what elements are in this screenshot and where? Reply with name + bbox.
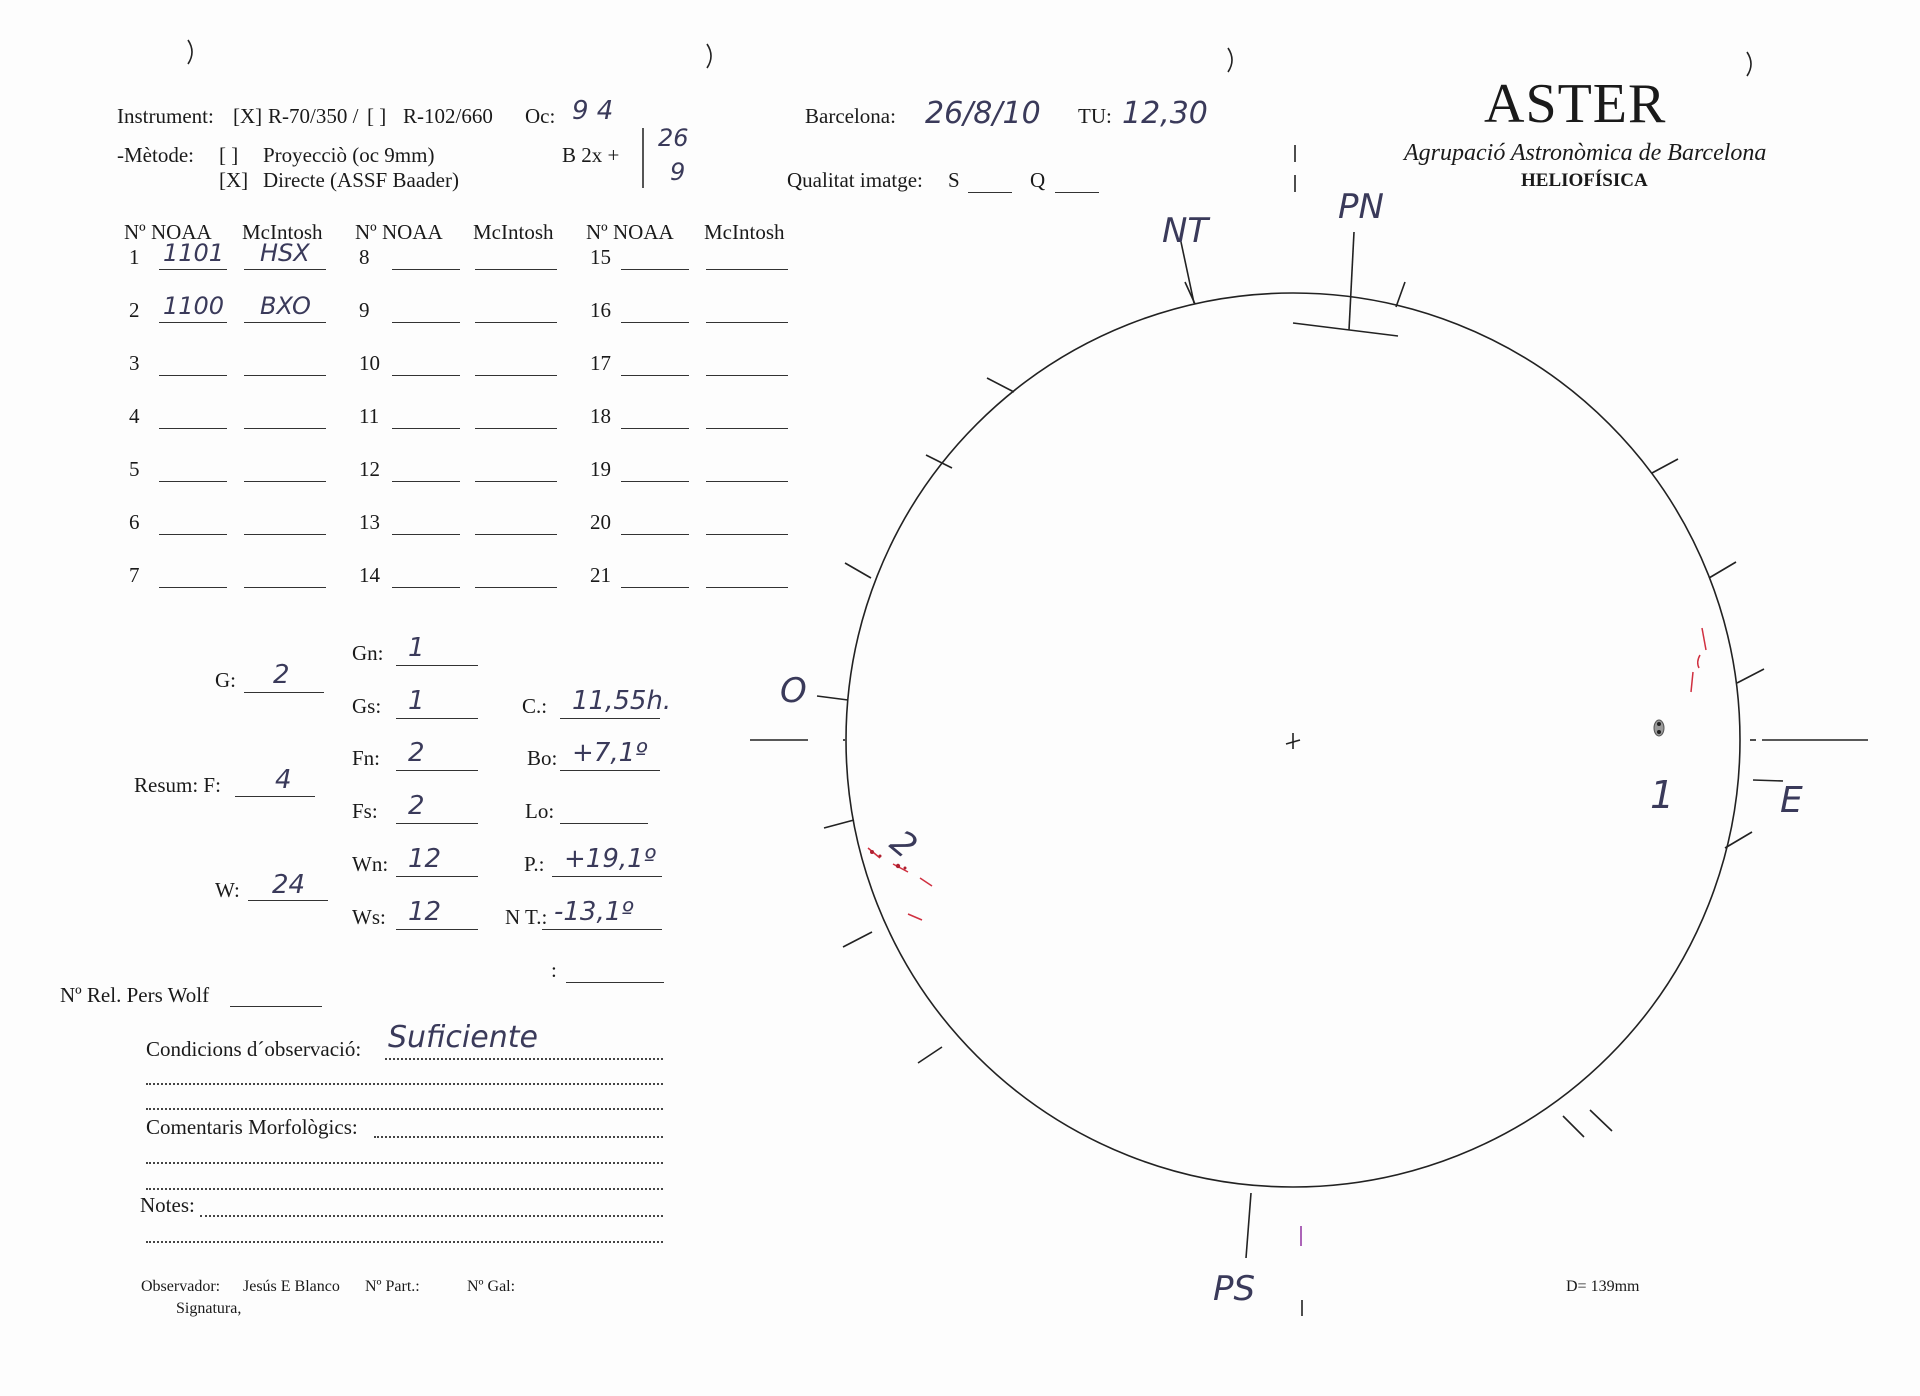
table-header-mcintosh-3: McIntosh [704,220,785,244]
w-label: W: [215,878,240,902]
date-value[interactable]: 26/8/10 [925,96,1041,131]
metode-option-2-checkbox[interactable]: [X] [219,168,249,192]
conditions-label: Condicions d´observació: [146,1037,362,1061]
row-number: 17 [590,351,611,375]
signature-label: Signatura, [176,1300,242,1317]
table-header-mcintosh-1: McIntosh [242,220,323,244]
diameter-label: D= 139mm [1566,1278,1640,1295]
metode-option-1-checkbox[interactable]: [ ] [219,143,239,167]
quality-s-label: S [948,168,960,192]
row-number: 20 [590,510,611,534]
tu-label: TU: [1078,104,1112,128]
disk-label-group-2: 2 [882,822,925,867]
observer-name: Jesús E Blanco [243,1278,340,1295]
instrument-label: Instrument: [117,104,214,128]
fn-value: 2 [408,738,425,768]
b-label: B 2x + [562,143,620,167]
metode-label: -Mètode: [117,143,194,167]
b-value-bottom[interactable]: 9 [670,158,686,186]
p-value: +19,1º [564,844,656,874]
row-number: 15 [590,245,611,269]
disk-label-nt: NT [1162,211,1209,251]
noaa-value: 1100 [163,292,225,320]
gs-value: 1 [408,686,425,716]
row-number: 6 [129,510,140,534]
table-header-noaa-3: NOAA [613,220,674,244]
row-number: 7 [129,563,140,587]
gs-label: Gs: [352,694,382,718]
red-faculae-marks [868,628,1706,920]
row-number: 3 [129,351,140,375]
brand-subtitle: Agrupació Astronòmica de Barcelona [1404,140,1767,166]
sunspot-group-1 [1654,720,1664,736]
notes-label: Notes: [140,1193,195,1217]
instrument-option-2-label: R-102/660 [403,104,493,128]
conditions-value[interactable]: Suficiente [388,1020,538,1055]
row-number: 12 [359,457,380,481]
wolf-label: Nº Rel. Pers Wolf [60,983,210,1007]
row-number: 21 [590,563,611,587]
f-value[interactable]: 4 [275,765,292,795]
fn-label: Fn: [352,746,381,770]
nt-label: N T.: [505,905,548,929]
b-value-top[interactable]: 26 [658,124,689,152]
city-label: Barcelona: [805,104,896,128]
row-number: 5 [129,457,140,481]
nt-line [1181,242,1194,303]
disk-label-group-1: 1 [1650,773,1675,817]
row-number: 11 [359,404,380,428]
instrument-option-1-checkbox[interactable]: [X] [233,104,263,128]
table-header-no-1: Nº [124,220,146,244]
row-number: 13 [359,510,380,534]
table-header-no-3: Nº [586,220,608,244]
morph-label: Comentaris Morfològics: [146,1115,358,1139]
brand-title: ASTER [1484,73,1667,135]
gn-label: Gn: [352,641,384,665]
disk-label-e: E [1780,780,1803,821]
bo-value: +7,1º [572,738,648,768]
mcintosh-value: BXO [260,292,311,320]
resum-f-label: Resum: F: [134,773,221,797]
table-header-noaa-2: NOAA [382,220,443,244]
row-number: 14 [359,563,380,587]
instrument-option-2-checkbox[interactable]: [ ] [367,104,387,128]
row-number: 16 [590,298,611,322]
wn-value: 12 [408,844,442,874]
position-angle-ticks [817,282,1783,1137]
fs-label: Fs: [352,799,378,823]
row-number: 10 [359,351,380,375]
nt-value: -13,1º [554,897,634,927]
quality-q-label: Q [1030,168,1046,192]
tu-value[interactable]: 12,30 [1122,96,1208,131]
gn-value: 1 [408,633,425,663]
gal-label: Nº Gal: [467,1278,516,1295]
disk-label-pn: PN [1338,187,1384,227]
row-number: 9 [359,298,370,322]
disk-label-ps: PS [1213,1269,1256,1309]
row-number: 4 [129,404,140,428]
row-number: 8 [359,245,370,269]
metode-option-1-label: Proyecciò (oc 9mm) [263,143,435,167]
oc-value[interactable]: 9 4 [572,96,614,126]
pn-crossbar [1293,323,1398,336]
table-header-no-2: Nº [355,220,377,244]
oc-label: Oc: [525,104,556,128]
g-value[interactable]: 2 [273,660,290,690]
part-label: Nº Part.: [365,1278,420,1295]
instrument-option-1-label: R-70/350 / [268,104,359,128]
extra-label: : [551,958,557,982]
bo-label: Bo: [527,746,558,770]
w-value[interactable]: 24 [272,870,306,900]
g-label: G: [215,668,236,692]
page-mark [188,40,192,64]
quality-label: Qualitat imatge: [787,168,923,192]
disk-label-o: O [780,671,807,711]
mcintosh-value: HSX [260,239,310,267]
metode-option-2-label: Directe (ASSF Baader) [263,168,459,192]
ws-label: Ws: [352,905,386,929]
noaa-value: 1101 [163,239,225,267]
row-number: 18 [590,404,611,428]
fs-value: 2 [408,791,425,821]
table-header-mcintosh-2: McIntosh [473,220,554,244]
table-header-noaa-1: NOAA [151,220,212,244]
row-number: 19 [590,457,611,481]
row-number: 2 [129,298,140,322]
lo-label: Lo: [525,799,555,823]
pn-line [1349,232,1354,330]
observer-label: Observador: [141,1278,221,1295]
row-number: 1 [129,245,140,269]
brand-section: HELIOFÍSICA [1521,170,1648,191]
ps-line [1246,1193,1251,1258]
c-label: C.: [522,694,548,718]
c-value: 11,55h. [572,686,672,716]
p-label: P.: [524,852,545,876]
ws-value: 12 [408,897,442,927]
wn-label: Wn: [352,852,389,876]
